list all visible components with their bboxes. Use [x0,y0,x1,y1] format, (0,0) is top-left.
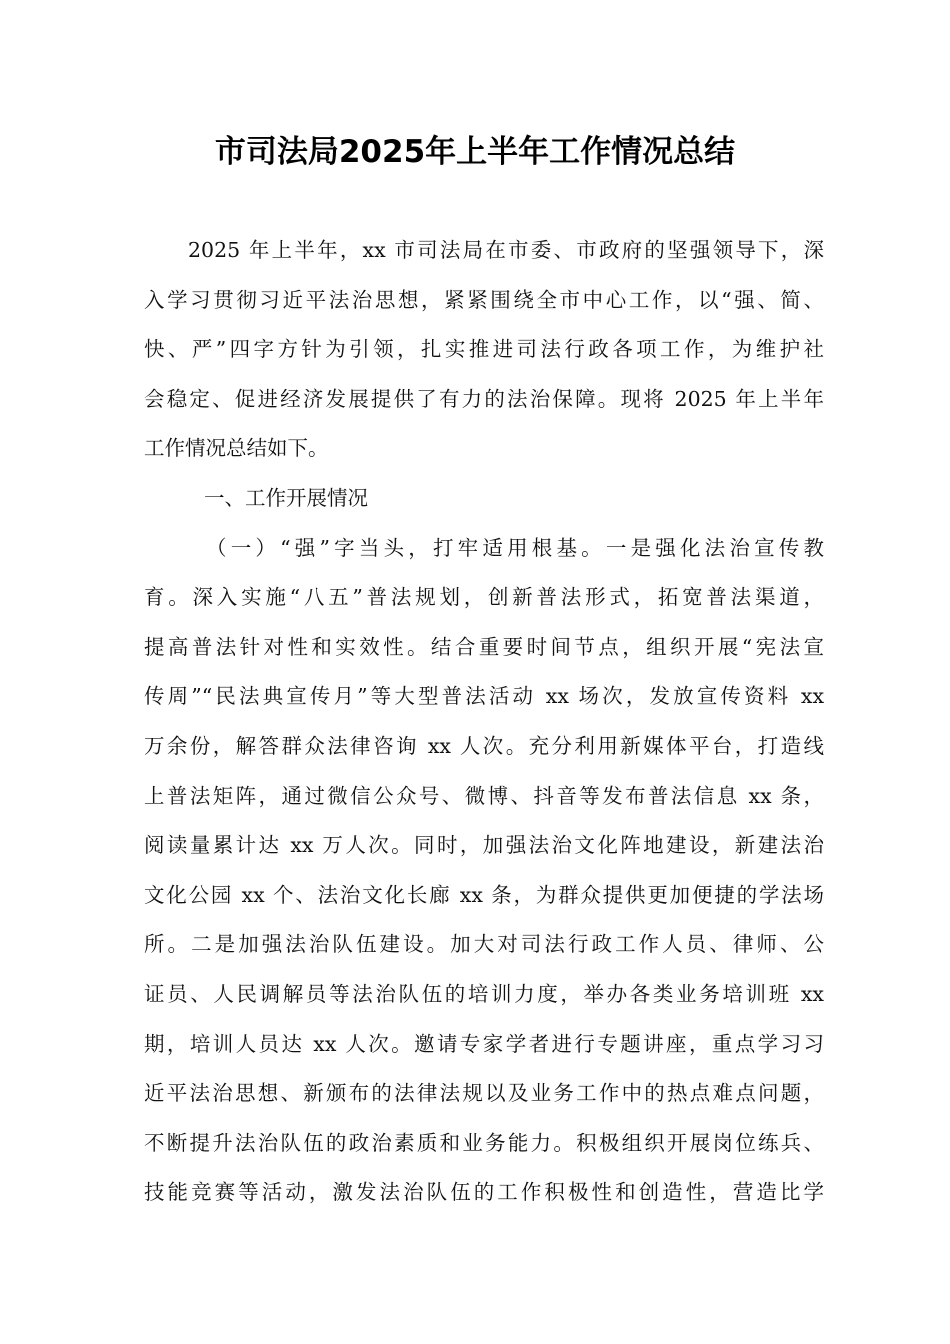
paragraph-line: 入学习贯彻习近平法治思想，紧紧围绕全市中心工作，以“强、简、 [144,287,824,312]
document-title: 市司法局2025年上半年工作情况总结 [214,134,736,170]
paragraph-line: 期，培训人员达 xx 人次。邀请专家学者进行专题讲座，重点学习习 [144,1031,824,1056]
paragraph-line: 快、严”四字方针为引领，扎实推进司法行政各项工作，为维护社 [144,337,824,362]
section-heading: 一、工作开展情况 [204,485,368,510]
paragraph-line: 2025 年上半年，xx 市司法局在市委、市政府的坚强领导下，深 [188,238,824,262]
paragraph-line: 工作情况总结如下。 [144,436,329,461]
paragraph-line: 会稳定、促进经济发展提供了有力的法治保障。现将 2025 年上半年 [144,386,824,411]
paragraph-line: 近平法治思想、新颁布的法律法规以及业务工作中的热点难点问题， [144,1081,824,1106]
paragraph-line: 提高普法针对性和实效性。结合重要时间节点，组织开展“宪法宣 [144,634,824,659]
paragraph-line: （一）“强”字当头，打牢适用根基。一是强化法治宣传教 [206,535,824,560]
paragraph-line: 文化公园 xx 个、法治文化长廊 xx 条，为群众提供更加便捷的学法场 [144,882,824,907]
paragraph-line: 万余份，解答群众法律咨询 xx 人次。充分利用新媒体平台，打造线 [144,733,824,758]
paragraph-line: 阅读量累计达 xx 万人次。同时，加强法治文化阵地建设，新建法治 [144,833,824,858]
paragraph-line: 所。二是加强法治队伍建设。加大对司法行政工作人员、律师、公 [144,932,824,957]
paragraph-line: 技能竞赛等活动，激发法治队伍的工作积极性和创造性，营造比学 [144,1180,824,1205]
paragraph-line: 上普法矩阵，通过微信公众号、微博、抖音等发布普法信息 xx 条， [144,783,824,808]
paragraph-line: 传周”“民法典宣传月”等大型普法活动 xx 场次，发放宣传资料 xx [144,684,824,709]
document-body [144,226,824,1218]
paragraph-line: 不断提升法治队伍的政治素质和业务能力。积极组织开展岗位练兵、 [144,1130,824,1155]
paragraph-line: 证员、人民调解员等法治队伍的培训力度，举办各类业务培训班 xx [144,981,824,1006]
paragraph-line: 育。深入实施“八五”普法规划，创新普法形式，拓宽普法渠道， [144,585,824,610]
